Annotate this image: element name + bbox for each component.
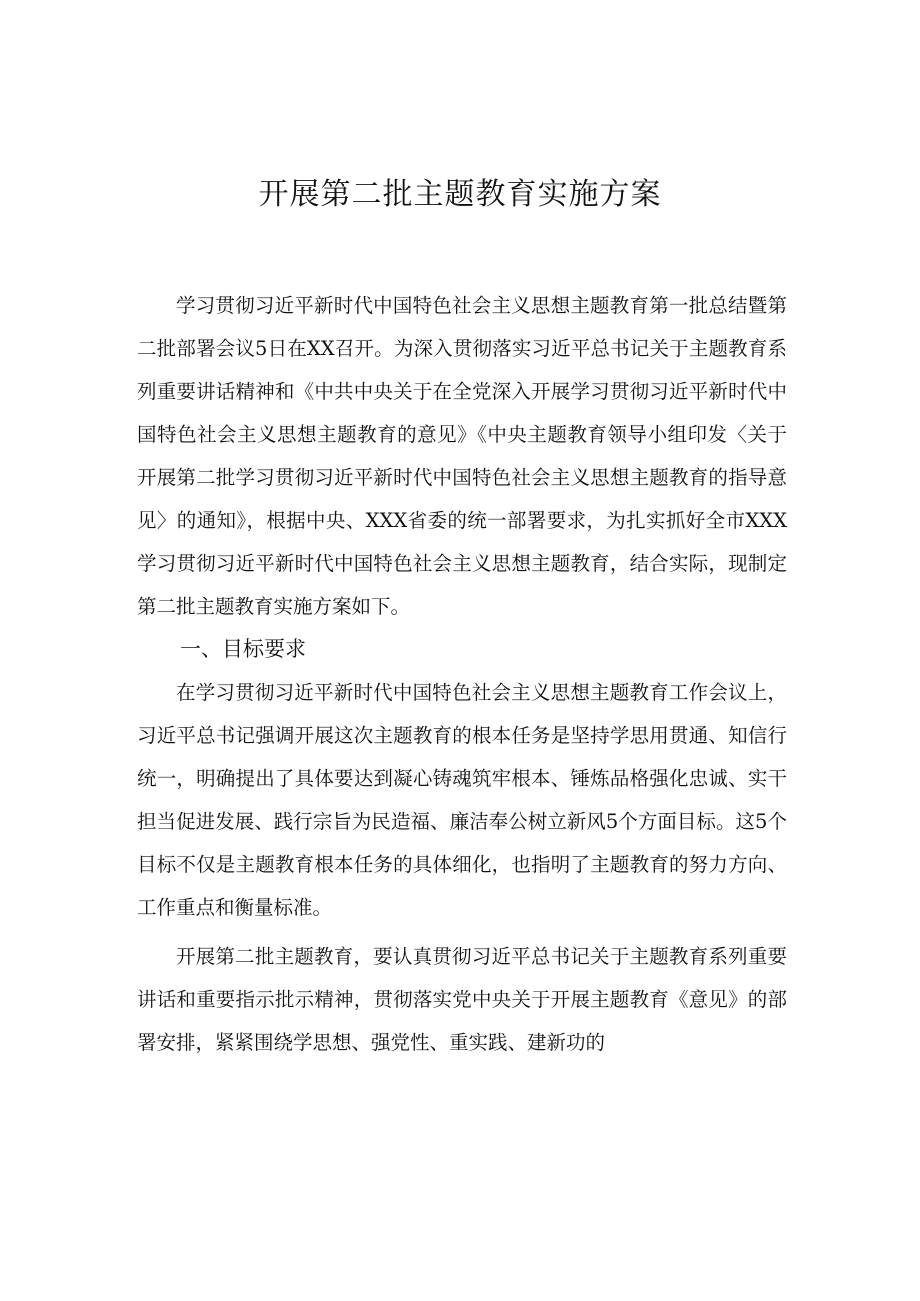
paragraph-intro: 学习贯彻习近平新时代中国特色社会主义思想主题教育第一批总结暨第二批部署会议5日在XX召开。为深入贯彻落实习近平总书记关于主题教育系列重要讲话精神和《中共中央关于在全党深入开展学习贯彻习近平新时代中国特色社会主义思想主题教育的意见》《中央主题教育领导小组印发〈关于开展第二批学习贯彻习近平新时代中国特色社会主义思想主题教育的指导意见〉的通知》，根据中央、XXX省委的统一部署要求，为扎实抓好全市XXX学习贯彻习近平新时代中国特色社会主义思想主题教育，结合实际，现制定第二批主题教育实施方案如下。 bbox=[137, 294, 787, 618]
document-title: 开展第二批主题教育实施方案 bbox=[258, 177, 662, 212]
paragraph-goals: 在学习贯彻习近平新时代中国特色社会主义思想主题教育工作会议上，习近平总书记强调开展这次主题教育的根本任务是坚持学思用贯通、知信行统一，明确提出了具体要达到凝心铸魂筑牢根本、锤炼品格强化忠诚、实干担当促进发展、践行宗旨为民造福、廉洁奉公树立新风5个方面目标。这5个目标不仅是主题教育根本任务的具体细化，也指明了主题教育的努力方向、工作重点和衡量标准。 bbox=[137, 681, 787, 919]
document-body bbox=[137, 284, 787, 1064]
paragraph-second-batch: 开展第二批主题教育，要认真贯彻习近平总书记关于主题教育系列重要讲话和重要指示批示精神，贯彻落实党中央关于开展主题教育《意见》的部署安排，紧紧围绕学思想、强党性、重实践、建新功的 bbox=[137, 945, 787, 1054]
section-heading-goals: 一、目标要求 bbox=[180, 637, 306, 661]
